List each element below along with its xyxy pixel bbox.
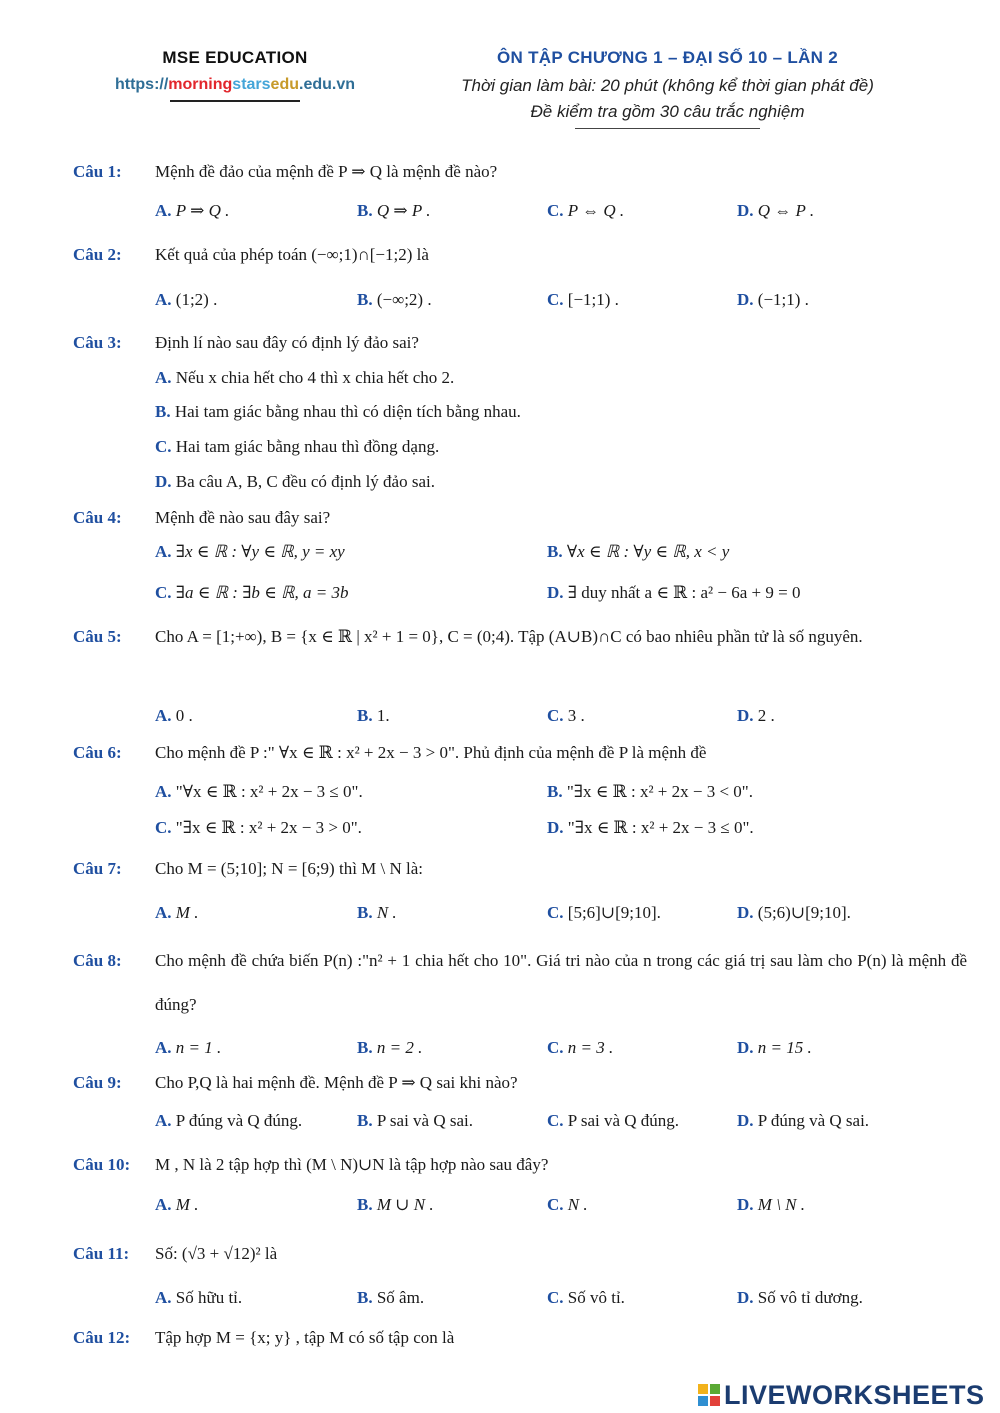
divider xyxy=(575,128,760,129)
exam-time: Thời gian làm bài: 20 phút (không kể thời gian phát đề) xyxy=(461,76,874,95)
option-b[interactable]: B. ∀x ∈ ℝ : ∀y ∈ ℝ, x < y xyxy=(547,542,730,561)
option-b[interactable]: B. N . xyxy=(357,903,397,922)
option-c[interactable]: C. [−1;1) . xyxy=(547,290,619,309)
question-text: Mệnh đề nào sau đây sai? xyxy=(155,508,331,527)
question-label: Câu 1: xyxy=(73,162,122,181)
question-label: Câu 8: xyxy=(73,951,122,970)
question-label: Câu 11: xyxy=(73,1244,130,1263)
org-url[interactable]: https://morningstarsedu.edu.vn xyxy=(114,76,356,93)
question-text: Cho P,Q là hai mệnh đề. Mệnh đề P ⇒ Q sai khi nào? xyxy=(155,1073,518,1092)
option-c[interactable]: C. ∃a ∈ ℝ : ∃b ∈ ℝ, a = 3b xyxy=(155,583,349,602)
option-d[interactable]: D. (5;6)∪[9;10]. xyxy=(737,903,851,922)
option-b[interactable]: B. Hai tam giác bằng nhau thì có diện tích bằng nhau. xyxy=(155,402,521,421)
option-c[interactable]: C. Hai tam giác bằng nhau thì đồng dạng. xyxy=(155,437,440,456)
question-label: Câu 12: xyxy=(73,1328,131,1347)
option-d[interactable]: D. ∃ duy nhất a ∈ ℝ : a² − 6a + 9 = 0 xyxy=(547,583,801,602)
header-right xyxy=(405,48,930,129)
option-a[interactable]: A. Nếu x chia hết cho 4 thì x chia hết cho 2. xyxy=(155,368,455,387)
question-text: Cho M = (5;10]; N = [6;9) thì M \ N là: xyxy=(155,859,424,878)
question-text: Tập hợp M = {x; y} , tập M có số tập con là xyxy=(155,1328,455,1347)
option-d[interactable]: D. (−1;1) . xyxy=(737,290,809,309)
option-b[interactable]: B. (−∞;2) . xyxy=(357,290,432,309)
header-left xyxy=(60,48,410,102)
option-b[interactable]: B. Số âm. xyxy=(357,1288,425,1307)
liveworksheets-logo[interactable] xyxy=(698,1380,985,1411)
question-text: Số: (√3 + √12)² là xyxy=(155,1244,278,1263)
option-d[interactable]: D. Số vô tỉ dương. xyxy=(737,1288,863,1307)
option-d[interactable]: D. P đúng và Q sai. xyxy=(737,1111,870,1130)
liveworksheets-icon xyxy=(698,1384,720,1406)
option-c[interactable]: C. Số vô tỉ. xyxy=(547,1288,625,1307)
option-a[interactable]: A. 0 . xyxy=(155,706,193,725)
question-text: M , N là 2 tập hợp thì (M \ N)∪N là tập hợp nào sau đây? xyxy=(155,1155,549,1174)
option-a[interactable]: A. (1;2) . xyxy=(155,290,218,309)
option-a[interactable]: A. n = 1 . xyxy=(155,1038,222,1057)
option-b[interactable]: B. n = 2 . xyxy=(357,1038,423,1057)
option-a[interactable]: A. "∀x ∈ ℝ : x² + 2x − 3 ≤ 0". xyxy=(155,782,363,801)
option-b[interactable]: B. "∃x ∈ ℝ : x² + 2x − 3 < 0". xyxy=(547,782,753,801)
option-c[interactable]: C. 3 . xyxy=(547,706,585,725)
option-d[interactable]: D. 2 . xyxy=(737,706,775,725)
option-c[interactable]: C. P ⇔ Q . xyxy=(547,201,625,220)
question-text: Kết quả của phép toán (−∞;1)∩[−1;2) là xyxy=(155,245,429,264)
option-b[interactable]: B. P sai và Q sai. xyxy=(357,1111,474,1130)
question-text: Mệnh đề đảo của mệnh đề P ⇒ Q là mệnh đề nào? xyxy=(155,162,498,181)
org-name: MSE EDUCATION xyxy=(162,48,308,67)
option-c[interactable]: C. N . xyxy=(547,1195,588,1214)
option-b[interactable]: B. Q ⇒ P . xyxy=(357,201,431,220)
question-text: Cho A = [1;+∞), B = {x ∈ ℝ | x² + 1 = 0}, C = (0;4). Tập (A∪B)∩C có bao nhiêu phần tử là số nguyên. xyxy=(155,627,863,646)
option-b[interactable]: B. 1. xyxy=(357,706,390,725)
question-text: Cho mệnh đề chứa biến P(n) :"n² + 1 chia hết cho 10". Giá tri nào của n trong các giá trị sau làm cho P(n) là mệnh đề đúng? xyxy=(155,951,967,1014)
option-d[interactable]: D. n = 15 . xyxy=(737,1038,812,1057)
question-label: Câu 10: xyxy=(73,1155,131,1174)
question-label: Câu 3: xyxy=(73,333,122,352)
option-c[interactable]: C. n = 3 . xyxy=(547,1038,614,1057)
question-label: Câu 5: xyxy=(73,627,122,646)
question-text: Cho mệnh đề P :" ∀x ∈ ℝ : x² + 2x − 3 > 0". Phủ định của mệnh đề P là mệnh đề xyxy=(155,743,707,762)
option-c[interactable]: C. [5;6]∪[9;10]. xyxy=(547,903,661,922)
question-label: Câu 6: xyxy=(73,743,122,762)
exam-title: ÔN TẬP CHƯƠNG 1 – ĐẠI SỐ 10 – LẦN 2 xyxy=(496,48,839,67)
question-label: Câu 9: xyxy=(73,1073,122,1092)
option-a[interactable]: A. ∃x ∈ ℝ : ∀y ∈ ℝ, y = xy xyxy=(155,542,345,561)
question-label: Câu 2: xyxy=(73,245,122,264)
exam-count: Đề kiểm tra gồm 30 câu trắc nghiệm xyxy=(530,102,805,121)
brand-text: LIVEWORKSHEETS xyxy=(724,1380,985,1410)
option-a[interactable]: A. P đúng và Q đúng. xyxy=(155,1111,303,1130)
option-d[interactable]: D. Ba câu A, B, C đều có định lý đảo sai. xyxy=(155,472,435,491)
question-label: Câu 7: xyxy=(73,859,122,878)
option-a[interactable]: A. Số hữu tỉ. xyxy=(155,1288,243,1307)
option-b[interactable]: B. M ∪ N . xyxy=(357,1195,434,1214)
divider xyxy=(170,100,300,102)
option-d[interactable]: D. "∃x ∈ ℝ : x² + 2x − 3 ≤ 0". xyxy=(547,818,754,837)
option-a[interactable]: A. M . xyxy=(155,903,199,922)
option-c[interactable]: C. "∃x ∈ ℝ : x² + 2x − 3 > 0". xyxy=(155,818,362,837)
option-d[interactable]: D. Q ⇔ P . xyxy=(737,201,815,220)
question-label: Câu 4: xyxy=(73,508,122,527)
option-a[interactable]: A. P ⇒ Q . xyxy=(155,201,230,220)
option-a[interactable]: A. M . xyxy=(155,1195,199,1214)
option-c[interactable]: C. P sai và Q đúng. xyxy=(547,1111,680,1130)
question-text: Định lí nào sau đây có định lý đảo sai? xyxy=(155,333,419,352)
option-d[interactable]: D. M \ N . xyxy=(737,1195,806,1214)
